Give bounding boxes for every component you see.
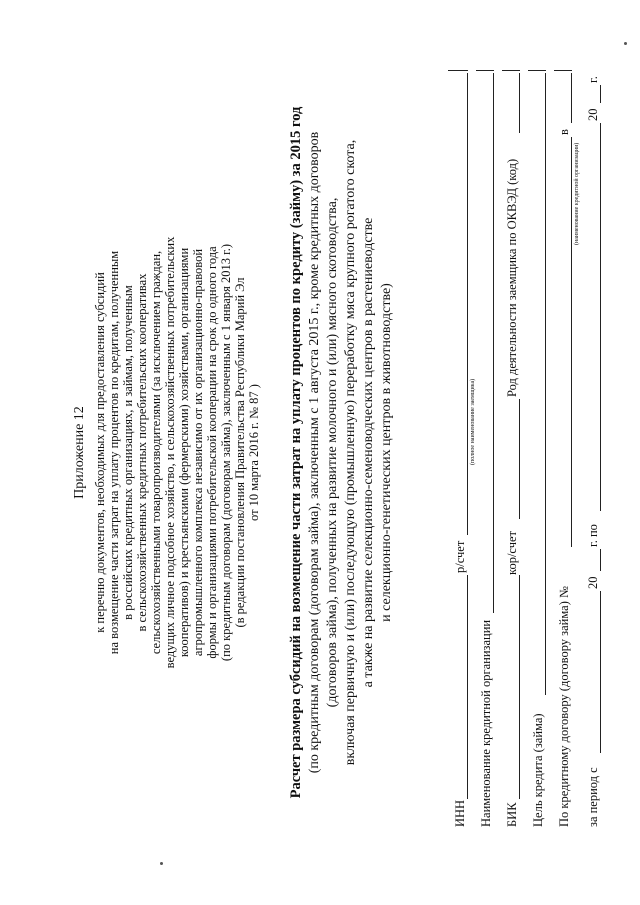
correspondent-account-label: кор/счет	[505, 530, 519, 575]
form-row-end	[448, 70, 468, 71]
calculation-subtitle-line: и селекционно-генетических центров в животноводстве)	[379, 283, 394, 622]
appendix-line: сельскохозяйственными товаропроизводителями (за исключением граждан,	[149, 250, 163, 655]
appendix-line: формы и организациями потребительской кооперации на срок до одного года	[205, 246, 219, 659]
bik-label: БИК	[505, 802, 519, 827]
appendix-line: ведущих личное подсобное хозяйство, и сельскохозяйственных потребительских	[163, 236, 177, 669]
scan-speck	[624, 42, 627, 45]
loan-purpose-label: Цель кредита (займа)	[531, 713, 545, 827]
form-row-end	[528, 70, 546, 71]
appendix-line: агропромышленного комплекса независимо от их организационно-правовой	[191, 248, 205, 657]
period-label: за период с	[586, 767, 600, 827]
appendix-line: кооперативов) и крестьянскими (фермерскими) хозяйствами, организациями	[177, 247, 191, 658]
inn-field[interactable]	[467, 575, 468, 799]
contract-bank-field[interactable]	[571, 73, 572, 123]
bank-caption: (наименование кредитной организации)	[574, 142, 580, 245]
calculation-subtitle-line: включая первичную и (или) последующую (промышленную) переработку мяса крупного рогатого скота,	[343, 139, 358, 766]
period-end-suffix: г.	[586, 76, 600, 83]
appendix-title: Приложение 12	[72, 406, 87, 499]
form-row-end	[554, 70, 572, 71]
scan-speck	[160, 862, 163, 865]
bik-field[interactable]	[519, 575, 520, 799]
form-row-end	[502, 70, 520, 71]
form-row-end	[476, 70, 494, 71]
okved-field[interactable]	[519, 73, 520, 133]
appendix-line: от 10 марта 2016 г. № 87 )	[247, 384, 261, 521]
inn-label: ИНН	[453, 799, 467, 827]
full-name-caption: (полное наименование заемщика)	[470, 378, 476, 465]
bank-name-label: Наименование кредитной организации	[479, 619, 493, 827]
bank-name-field[interactable]	[493, 73, 494, 613]
calculation-subtitle-line: (по кредитным договорам (договорам займа), заключенным с 1 августа 2015 г., кроме кредитных договоров	[307, 131, 322, 774]
contract-number-field[interactable]	[571, 137, 572, 547]
appendix-line: (в редакции постановления Правительства Республики Марий Эл	[233, 277, 247, 628]
period-start-field[interactable]	[600, 591, 601, 753]
calculation-subtitle-line: а также на развитие селекционно-семеноводческих центров в растениеводстве	[361, 217, 376, 688]
period-start-year-prefix: 20	[586, 576, 600, 589]
account-field[interactable]	[467, 73, 468, 535]
period-to-label: г. по	[586, 524, 600, 547]
appendix-line: на возмещение части затрат на уплату процентов по кредитам, полученным	[107, 250, 121, 655]
appendix-line: в сельскохозяйственных кредитных потребительских кооперативах	[135, 273, 149, 632]
calculation-title: Расчет размера субсидий на возмещение части затрат на уплату процентов по кредиту (займу) за 2015 год	[288, 106, 304, 799]
period-end-year-field[interactable]	[600, 85, 601, 103]
contract-label: По кредитному договору (договору займа) №	[557, 586, 571, 827]
appendix-line: (по кредитным договорам (договорам займа), заключенным с 1 января 2013 г.)	[219, 243, 233, 662]
appendix-line: в российских кредитных организациях, и займам, полученным	[121, 285, 135, 620]
loan-purpose-field[interactable]	[545, 73, 546, 695]
appendix-line: к перечню документов, необходимых для предоставления субсидий	[93, 272, 107, 633]
period-end-field[interactable]	[600, 123, 601, 511]
correspondent-account-field[interactable]	[519, 399, 520, 519]
okved-label: Род деятельности заемщика по ОКВЭД (код)	[505, 158, 519, 397]
contract-in-label: в	[557, 129, 571, 135]
period-end-year-prefix: 20	[586, 108, 600, 121]
period-start-year-field[interactable]	[600, 549, 601, 571]
calculation-subtitle-line: (договоров займа), полученных на развитие молочного и (или) мясного скотоводства,	[325, 197, 340, 708]
account-label: р/счет	[453, 540, 467, 573]
